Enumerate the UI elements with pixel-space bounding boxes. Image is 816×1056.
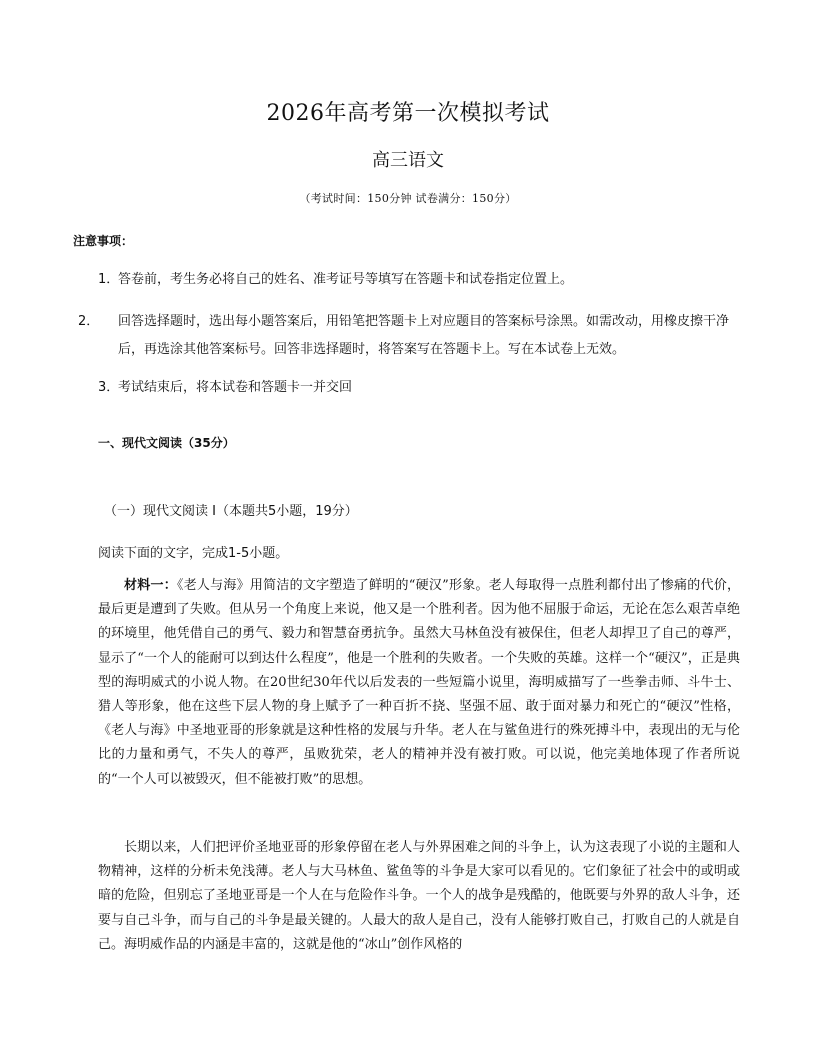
subject-title: 高三语文 (372, 150, 444, 171)
notice-item-text: 答卷前，考生务必将自己的姓名、准考证号等填写在答题卡和试卷指定位置上。 (118, 272, 574, 287)
section-subheading: （一）现代文阅读 I（本题共5小题，19分） (104, 504, 358, 519)
exam-info: （考试时间：150分钟 试卷满分：150分） (299, 192, 517, 205)
section-heading: 一、现代文阅读（35分） (98, 436, 235, 450)
material-lead: 材料一： (124, 578, 177, 593)
notice-item-number: 3． (98, 380, 120, 395)
paragraph-text: 《老人与海》用简洁的文字塑造了鲜明的“硬汉”形象。老人每取得一点胜利都付出了惨痛的代价，最后更是遭到了失败。但从另一个角度上来说，他又是一个胜利者。因为他不屈服于命运，无论在怎么艰苦卓绝的环境里，他凭借自己的勇气、毅力和智慧奋勇抗争。虽然大马林鱼没有被保住，但老人却捍卫了自己的尊严，显示了“一个人的能耐可以到达什么程度”，他是一个胜利的失败者。一个失败的英雄。这样一个“硬汉”，正是典型的海明威式的小说人物。在20世纪30年代以后发表的一些短篇小说里，海明威描写了一些拳击师、斗牛士、猎人等形象，他在这些下层人物的身上赋予了一种百折不挠、坚强不屈、敢于面对暴力和死亡的“硬汉”性格，《老人与海》中圣地亚哥的形象就是这种性格的发展与升华。老人在与鲨鱼进行的殊死搏斗中，表现出的无与伦比的力量和勇气，不失人的尊严，虽败犹荣，老人的精神并没有被打败。可以说，他完美地体现了作者所说的“一个人可以被毁灭，但不能被打败”的思想。 (98, 578, 740, 787)
notice-item-number: 2． (78, 314, 100, 329)
notice-item-text: 考试结束后，将本试卷和答题卡一并交回 (118, 380, 353, 395)
notice-heading: 注意事项： (73, 234, 134, 248)
paragraph-text: 长期以来，人们把评价圣地亚哥的形象停留在老人与外界困难之间的斗争上，认为这表现了小说的主题和人物精神，这样的分析未免浅薄。老人与大马林鱼、鲨鱼等的斗争是大家可以看见的。它们象征了社会中的或明或暗的危险，但别忘了圣地亚哥是一个人在与危险作斗争。一个人的战争是残酷的，他既要与外界的敌人斗争，还要与自己斗争，而与自己的斗争是最关键的。人最大的敌人是自己，没有人能够打败自己，打败自己的人就是自己。海明威作品的内涵是丰富的，这就是他的“冰山”创作风格的 (98, 840, 740, 952)
notice-item-2 (78, 308, 748, 364)
material-paragraph-2 (98, 836, 740, 957)
notice-item-number: 1． (98, 272, 120, 287)
material-paragraph-1 (98, 574, 740, 792)
notice-item-1 (98, 266, 748, 294)
notice-item-3 (98, 374, 748, 402)
exam-title: 2026年高考第一次模拟考试 (266, 101, 550, 126)
reading-instruction: 阅读下面的文字，完成1-5小题。 (98, 546, 289, 561)
notice-item-text: 回答选择题时，选出每小题答案后，用铅笔把答题卡上对应题目的答案标号涂黑。如需改动，用橡皮擦干净后，再选涂其他答案标号。回答非选择题时，将答案写在答题卡上。写在本试卷上无效。 (118, 314, 730, 357)
